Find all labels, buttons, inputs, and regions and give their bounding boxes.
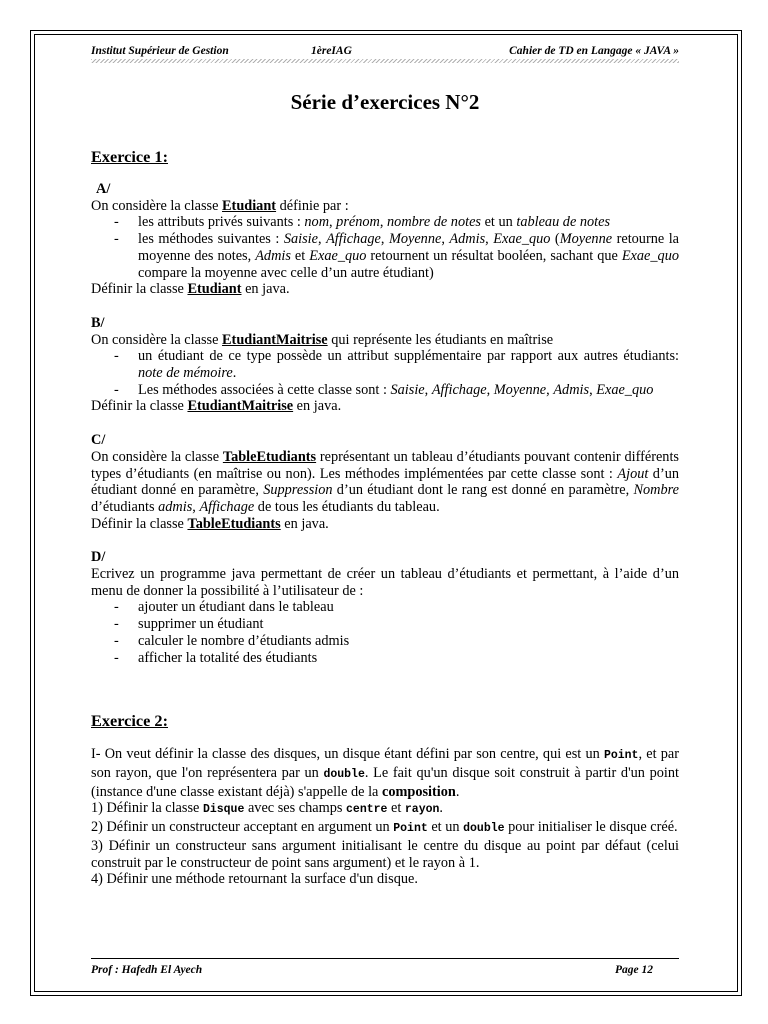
footer-rule <box>91 958 679 959</box>
ex2-question-3: 3) Définir un constructeur sans argument initialisant le centre du disque au point par défaut (celui construit par le constructeur de point sans argument) et le rayon à 1. <box>91 837 679 871</box>
ex1-part-b-label: B/ <box>91 314 105 331</box>
ex2-question-4: 4) Définir une méthode retournant la surface d'un disque. <box>91 871 418 888</box>
ex1-part-b-list <box>91 348 679 398</box>
list-item: - ajouter un étudiant dans le tableau <box>91 599 679 616</box>
ex1-part-d-intro: Ecrivez un programme java permettant de créer un tableau d’étudiants et permettant, à l’aide d’un menu de donner la possibilité à l’utilisateur de : <box>91 566 679 599</box>
list-item: - les attributs privés suivants : nom, prénom, nombre de notes et un tableau de notes <box>91 214 679 231</box>
ex2-question-2: 2) Définir un constructeur acceptant en argument un Point et un double pour initialiser le disque créé. <box>91 819 678 836</box>
exercise1-title: Exercice 1: <box>91 147 168 166</box>
ex1-part-c-text: On considère la classe TableEtudiants représentant un tableau d’étudiants pouvant contenir différents types d’étudiants (en maîtrise ou non). Les méthodes implémentées par cette classe sont : Ajout d’un étudiant donné en paramètre, Suppression d’un étudiant dont le rang est donné en paramètre, Nombre d’étudiants admis, Affichage de tous les étudiants du tableau. <box>91 448 679 515</box>
ex1-part-a-list <box>91 214 679 281</box>
ex1-part-a-intro: On considère la classe Etudiant définie par : <box>91 197 349 214</box>
ex1-part-d-list <box>91 599 679 666</box>
page-footer <box>91 958 679 980</box>
list-item: - afficher la totalité des étudiants <box>91 650 679 667</box>
footer-author: Prof : Hafedh El Ayech <box>91 964 203 976</box>
list-item: - un étudiant de ce type possède un attribut supplémentaire par rapport aux autres étudiants: note de mémoire. <box>91 348 679 381</box>
ex1-part-d-label: D/ <box>91 549 106 566</box>
list-item: - calculer le nombre d’étudiants admis <box>91 633 679 650</box>
header-class: 1èreIAG <box>311 45 352 57</box>
ex1-part-a-define: Définir la classe Etudiant en java. <box>91 281 290 298</box>
ex1-part-b-intro: On considère la classe EtudiantMaitrise qui représente les étudiants en maîtrise <box>91 331 554 348</box>
document-page <box>91 40 679 888</box>
header-course: Cahier de TD en Langage « JAVA » <box>509 45 679 57</box>
ex1-part-c-label: C/ <box>91 432 106 449</box>
document-title: Série d’exercices N°2 <box>290 90 480 114</box>
header-institution: Institut Supérieur de Gestion <box>91 45 229 57</box>
list-item: - les méthodes suivantes : Saisie, Affichage, Moyenne, Admis, Exae_quo (Moyenne retourne la moyenne des notes, Admis et Exae_quo retournent un résultat booléen, sachant que Exae_quo compare la moyenne avec celle d’un autre étudiant) <box>91 231 679 281</box>
exercise2-title: Exercice 2: <box>91 711 168 731</box>
list-item: - supprimer un étudiant <box>91 616 679 633</box>
ex1-part-a-label: A/ <box>96 181 111 197</box>
footer-page-number: Page 12 <box>614 964 653 976</box>
ex2-question-1: 1) Définir la classe Disque avec ses champs centre et rayon. <box>91 800 443 817</box>
ex1-part-b-define: Définir la classe EtudiantMaitrise en java. <box>91 398 342 415</box>
list-item: - Les méthodes associées à cette classe sont : Saisie, Affichage, Moyenne, Admis, Exae_quo <box>91 382 679 399</box>
page-header <box>91 40 679 58</box>
ex1-part-c-define: Définir la classe TableEtudiants en java. <box>91 515 329 532</box>
ex2-intro: I- On veut définir la classe des disques, un disque étant défini par son centre, qui est un Point, et par son rayon, que l'on représentera par un double. Le fait qu'un disque soit construit à partir d'un point (instance d'une classe existant déjà) s'appelle de la composition. <box>91 746 679 800</box>
